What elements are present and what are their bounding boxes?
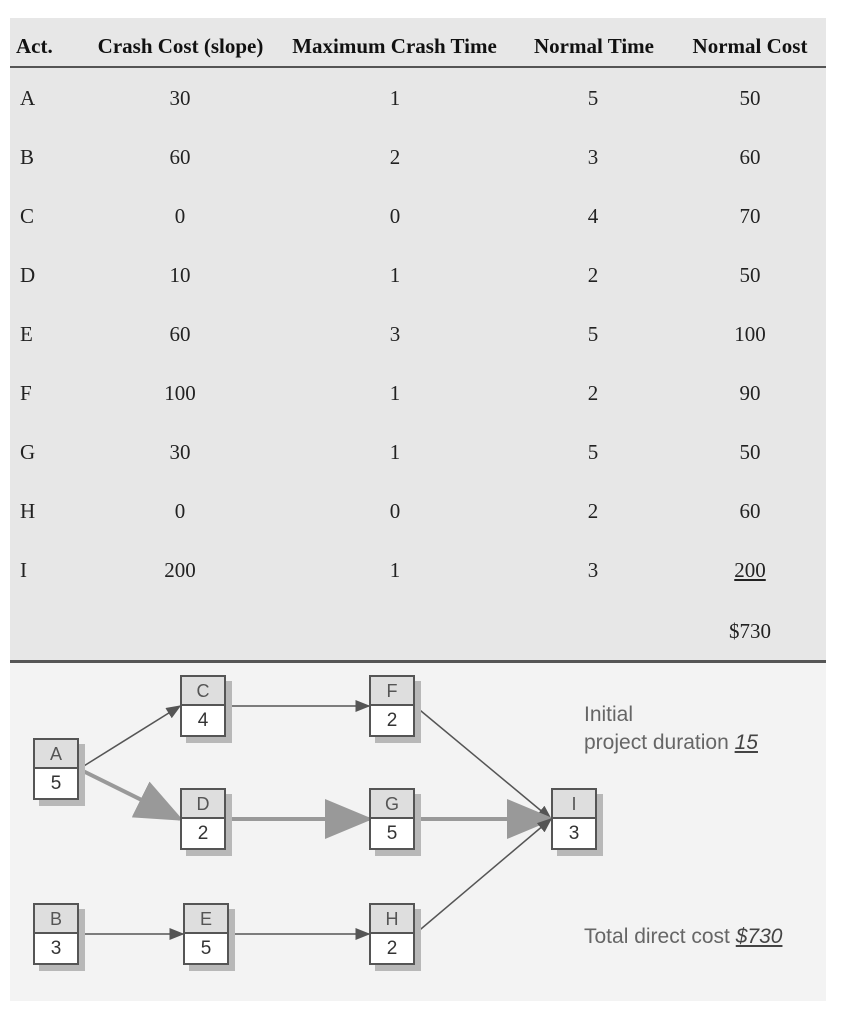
cell-activity: C bbox=[20, 204, 35, 228]
cell-activity: A bbox=[20, 86, 36, 110]
edge-f-i bbox=[415, 706, 551, 819]
cell-normal-time: 2 bbox=[587, 499, 599, 523]
node-label: C bbox=[180, 675, 226, 705]
table-row bbox=[10, 554, 826, 586]
header-normal-time: Normal Time bbox=[534, 34, 654, 58]
edge-a-d bbox=[79, 769, 180, 819]
cell-normal-time: 2 bbox=[587, 263, 599, 287]
activity-node-b bbox=[33, 903, 79, 965]
header-max-crash-time: Maximum Crash Time bbox=[292, 34, 497, 58]
node-duration: 5 bbox=[369, 818, 415, 850]
cell-max-crash-time: 3 bbox=[389, 322, 401, 346]
table-row bbox=[10, 141, 826, 173]
duration-note bbox=[584, 701, 758, 757]
node-label: F bbox=[369, 675, 415, 705]
activity-node-c bbox=[180, 675, 226, 737]
activity-node-g bbox=[369, 788, 415, 850]
cell-max-crash-time: 0 bbox=[389, 204, 401, 228]
activity-node-h bbox=[369, 903, 415, 965]
cell-normal-cost: 50 bbox=[739, 440, 761, 464]
cell-activity: H bbox=[20, 499, 36, 523]
cell-crash-cost: 100 bbox=[164, 381, 196, 405]
duration-note-line2: project duration bbox=[584, 731, 729, 754]
table-row bbox=[10, 436, 826, 468]
header-act: Act. bbox=[16, 34, 53, 58]
activity-node-a bbox=[33, 738, 79, 800]
project-network-diagram bbox=[10, 663, 826, 1001]
cell-max-crash-time: 1 bbox=[389, 381, 401, 405]
node-duration: 5 bbox=[183, 933, 229, 965]
node-duration: 5 bbox=[33, 768, 79, 800]
edge-h-i bbox=[415, 819, 551, 934]
node-duration: 2 bbox=[369, 705, 415, 737]
cell-normal-time: 4 bbox=[587, 204, 599, 228]
table-row bbox=[10, 82, 826, 114]
cell-normal-cost: 50 bbox=[739, 86, 761, 110]
node-duration: 4 bbox=[180, 705, 226, 737]
edge-a-c bbox=[79, 706, 180, 769]
node-label: D bbox=[180, 788, 226, 818]
cell-max-crash-time: 0 bbox=[389, 499, 401, 523]
cell-max-crash-time: 1 bbox=[389, 558, 401, 582]
cost-note-label: Total direct cost bbox=[584, 925, 730, 948]
cell-max-crash-time: 2 bbox=[389, 145, 401, 169]
cell-activity: D bbox=[20, 263, 36, 287]
duration-value: 15 bbox=[734, 731, 758, 754]
cell-normal-time: 5 bbox=[587, 322, 599, 346]
activity-table bbox=[10, 18, 826, 663]
node-label: G bbox=[369, 788, 415, 818]
cell-crash-cost: 10 bbox=[169, 263, 191, 287]
table-row bbox=[10, 259, 826, 291]
cell-activity: G bbox=[20, 440, 36, 464]
node-label: B bbox=[33, 903, 79, 933]
activity-node-d bbox=[180, 788, 226, 850]
total-cost: $730 bbox=[729, 619, 771, 643]
cell-activity: E bbox=[20, 322, 33, 346]
total-row bbox=[10, 615, 826, 647]
node-duration: 3 bbox=[551, 818, 597, 850]
cell-normal-cost: 200 bbox=[734, 558, 766, 582]
header-divider bbox=[10, 66, 826, 68]
cell-max-crash-time: 1 bbox=[389, 263, 401, 287]
cell-crash-cost: 0 bbox=[174, 499, 186, 523]
node-duration: 2 bbox=[369, 933, 415, 965]
cell-crash-cost: 30 bbox=[169, 440, 191, 464]
table-row bbox=[10, 495, 826, 527]
cell-crash-cost: 200 bbox=[164, 558, 196, 582]
cell-crash-cost: 60 bbox=[169, 145, 191, 169]
cell-normal-time: 5 bbox=[587, 440, 599, 464]
cell-normal-time: 3 bbox=[587, 558, 599, 582]
node-label: I bbox=[551, 788, 597, 818]
cell-crash-cost: 30 bbox=[169, 86, 191, 110]
cell-activity: F bbox=[20, 381, 32, 405]
cell-max-crash-time: 1 bbox=[389, 86, 401, 110]
cell-crash-cost: 0 bbox=[174, 204, 186, 228]
cell-normal-cost: 60 bbox=[739, 145, 761, 169]
cost-note bbox=[584, 925, 782, 949]
node-duration: 3 bbox=[33, 933, 79, 965]
activity-node-f bbox=[369, 675, 415, 737]
header-crash-cost: Crash Cost (slope) bbox=[97, 34, 264, 58]
cell-activity: I bbox=[20, 558, 27, 582]
node-label: E bbox=[183, 903, 229, 933]
cell-activity: B bbox=[20, 145, 35, 169]
cell-normal-time: 3 bbox=[587, 145, 599, 169]
cost-note-value: $730 bbox=[735, 925, 783, 948]
node-label: H bbox=[369, 903, 415, 933]
table-row bbox=[10, 200, 826, 232]
duration-note-line1: Initial bbox=[584, 703, 634, 726]
node-duration: 2 bbox=[180, 818, 226, 850]
cell-normal-time: 5 bbox=[587, 86, 599, 110]
cell-normal-cost: 60 bbox=[739, 499, 761, 523]
cell-normal-cost: 100 bbox=[734, 322, 766, 346]
table-row bbox=[10, 377, 826, 409]
table-row bbox=[10, 318, 826, 350]
activity-node-e bbox=[183, 903, 229, 965]
cell-normal-cost: 70 bbox=[739, 204, 761, 228]
cell-normal-cost: 50 bbox=[739, 263, 761, 287]
cell-crash-cost: 60 bbox=[169, 322, 191, 346]
activity-node-i bbox=[551, 788, 597, 850]
cell-normal-time: 2 bbox=[587, 381, 599, 405]
cell-normal-cost: 90 bbox=[739, 381, 761, 405]
node-label: A bbox=[33, 738, 79, 768]
header-normal-cost: Normal Cost bbox=[692, 34, 808, 58]
cell-max-crash-time: 1 bbox=[389, 440, 401, 464]
